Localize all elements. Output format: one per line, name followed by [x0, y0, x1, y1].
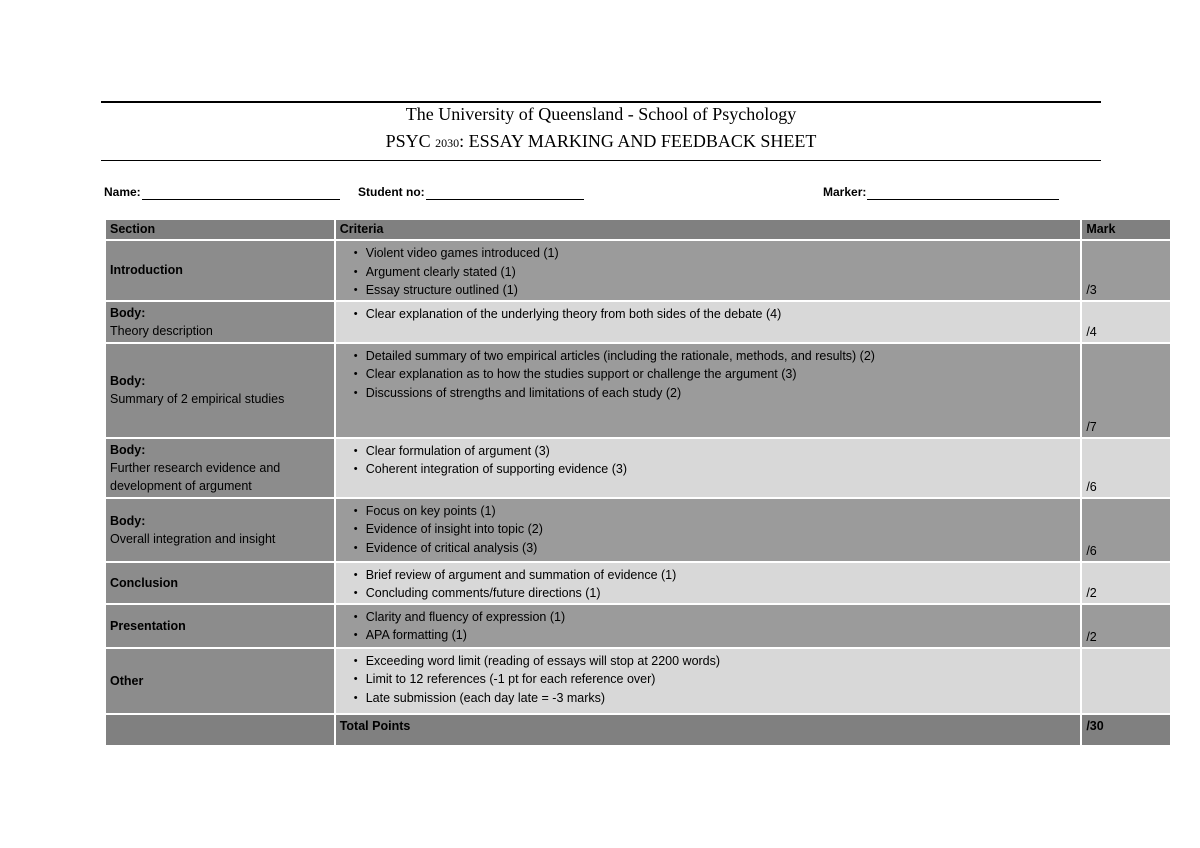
- table-row: [105, 498, 1171, 562]
- section-cell: [105, 498, 335, 562]
- section-description: Further research evidence and development of argument: [110, 460, 281, 493]
- section-heading: Introduction: [110, 263, 183, 278]
- section-description: Overall integration and insight: [110, 531, 276, 546]
- rubric-table: [104, 218, 1172, 745]
- criteria-item: • Evidence of insight into topic (2): [366, 520, 1077, 539]
- student-no-field: [358, 184, 584, 200]
- criteria-item: • Brief review of argument and summation of evidence (1): [366, 566, 1077, 585]
- total-section-cell: [105, 714, 335, 745]
- criteria-list: [340, 608, 1077, 645]
- table-row: [105, 301, 1171, 343]
- table-row: [105, 648, 1171, 714]
- table-row: [105, 562, 1171, 604]
- criteria-item: • Limit to 12 references (-1 pt for each reference over): [366, 670, 1077, 689]
- header-bottom-rule: [101, 160, 1101, 161]
- criteria-cell: [335, 438, 1082, 498]
- marker-label: Marker:: [823, 185, 867, 199]
- total-mark: /30: [1081, 714, 1171, 745]
- student-no-blank[interactable]: [426, 186, 584, 200]
- criteria-cell: [335, 562, 1082, 604]
- criteria-item: • Detailed summary of two empirical articles (including the rationale, methods, and results) (2): [366, 347, 1077, 366]
- criteria-list: [340, 347, 1077, 403]
- header-mark: Mark: [1081, 219, 1171, 240]
- criteria-item: • Focus on key points (1): [366, 502, 1077, 521]
- total-label: Total Points: [335, 714, 1082, 745]
- course-code: 2030: [435, 136, 460, 150]
- section-cell: [105, 343, 335, 438]
- criteria-list: [340, 566, 1077, 603]
- university-title: The University of Queensland - School of Psychology: [405, 104, 797, 124]
- section-cell: [105, 240, 335, 301]
- mark-cell[interactable]: /2: [1081, 562, 1171, 604]
- section-heading: Conclusion: [110, 575, 179, 590]
- criteria-list: [340, 244, 1077, 300]
- criteria-cell: [335, 301, 1082, 343]
- criteria-item: • Evidence of critical analysis (3): [366, 539, 1077, 558]
- criteria-cell: [335, 240, 1082, 301]
- criteria-list: [340, 305, 1077, 324]
- section-heading: Body:: [110, 513, 146, 528]
- sheet-title-suffix: : ESSAY MARKING AND FEEDBACK SHEET: [459, 131, 817, 151]
- table-header-row: [105, 219, 1171, 240]
- table-row: [105, 438, 1171, 498]
- section-heading: Body:: [110, 442, 146, 457]
- section-description: Theory description: [110, 323, 213, 338]
- criteria-item: • Exceeding word limit (reading of essays will stop at 2200 words): [366, 652, 1077, 671]
- section-heading: Other: [110, 673, 144, 688]
- marker-blank[interactable]: [867, 186, 1059, 200]
- header-criteria: Criteria: [335, 219, 1082, 240]
- header-section: Section: [105, 219, 335, 240]
- mark-cell[interactable]: /6: [1081, 498, 1171, 562]
- total-row: [105, 714, 1171, 745]
- table-row: [105, 240, 1171, 301]
- criteria-item: • Clear formulation of argument (3): [366, 442, 1077, 461]
- name-field: [104, 184, 340, 200]
- criteria-item: • Clear explanation of the underlying theory from both sides of the debate (4): [366, 305, 1077, 324]
- mark-cell[interactable]: /7: [1081, 343, 1171, 438]
- student-no-label: Student no:: [358, 185, 425, 199]
- section-description: Summary of 2 empirical studies: [110, 392, 285, 406]
- section-heading: Presentation: [110, 618, 186, 633]
- criteria-item: • Concluding comments/future directions (1): [366, 584, 1077, 603]
- table-row: [105, 604, 1171, 648]
- section-cell: [105, 648, 335, 714]
- criteria-cell: [335, 604, 1082, 648]
- mark-cell[interactable]: /6: [1081, 438, 1171, 498]
- section-cell: [105, 301, 335, 343]
- criteria-list: [340, 652, 1077, 708]
- criteria-cell: [335, 498, 1082, 562]
- name-blank[interactable]: [142, 186, 340, 200]
- table-row: [105, 343, 1171, 438]
- criteria-item: • Essay structure outlined (1): [366, 281, 1077, 300]
- criteria-item: • Violent video games introduced (1): [366, 244, 1077, 263]
- sheet-title: [101, 130, 1101, 154]
- criteria-item: • APA formatting (1): [366, 626, 1077, 645]
- criteria-cell: [335, 343, 1082, 438]
- sheet-title-prefix: PSYC: [385, 131, 436, 151]
- section-heading: Body:: [110, 305, 146, 320]
- mark-cell[interactable]: /2: [1081, 604, 1171, 648]
- section-heading: Body:: [110, 374, 146, 388]
- criteria-item: • Clarity and fluency of expression (1): [366, 608, 1077, 627]
- criteria-item: • Argument clearly stated (1): [366, 263, 1077, 282]
- mark-cell[interactable]: [1081, 648, 1171, 714]
- mark-cell[interactable]: /3: [1081, 240, 1171, 301]
- criteria-item: • Discussions of strengths and limitations of each study (2): [366, 384, 1077, 403]
- criteria-item: • Late submission (each day late = -3 marks): [366, 689, 1077, 708]
- criteria-item: • Clear explanation as to how the studies support or challenge the argument (3): [366, 365, 1077, 384]
- section-cell: [105, 438, 335, 498]
- marker-field: [823, 184, 1059, 200]
- section-cell: [105, 604, 335, 648]
- criteria-cell: [335, 648, 1082, 714]
- criteria-item: • Coherent integration of supporting evidence (3): [366, 460, 1077, 479]
- criteria-list: [340, 502, 1077, 558]
- criteria-list: [340, 442, 1077, 479]
- name-label: Name:: [104, 185, 141, 199]
- mark-cell[interactable]: /4: [1081, 301, 1171, 343]
- section-cell: [105, 562, 335, 604]
